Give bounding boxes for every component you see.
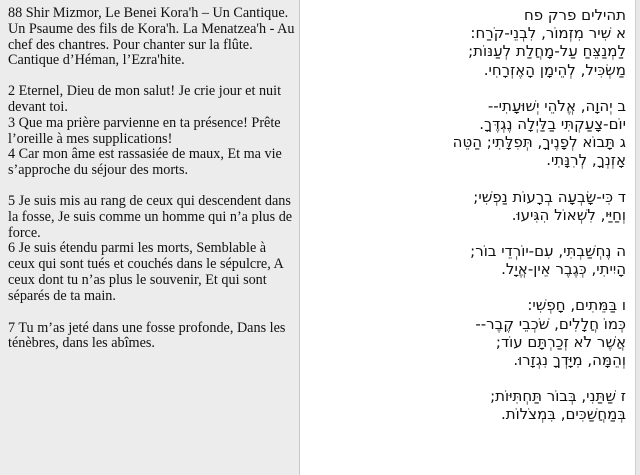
- hebrew-line: ב יְהוָה, אֱלֹהֵי יְשׁוּעָתִי--: [487, 96, 626, 115]
- french-verse-4: 4 Car mon âme est rassasiée de maux, Et ma vie s’approche du séjour des morts.: [8, 146, 282, 179]
- hebrew-line: לַמְנַצֵּחַ עַל-מָחֲלַת לְעַנּוֹת;: [468, 42, 626, 61]
- hebrew-verse-5: [306, 242, 626, 278]
- hebrew-verse-7: [306, 387, 626, 423]
- hebrew-line: אֲשֶׁר לֹא זְכַרְתָּם עוֹד;: [495, 332, 626, 351]
- french-verse-7: 7 Tu m’as jeté dans une fosse profonde, Dans les ténèbres, dans les abîmes.: [8, 319, 286, 352]
- hebrew-line: מַשְׂכִּיל, לְהֵימָן הָאֶזְרָחִי.: [483, 60, 626, 79]
- hebrew-line: כְּמוֹ חֲלָלִים, שֹׁכְבֵי קֶבֶר--: [475, 314, 626, 333]
- french-verse-3: 3 Que ma prière parvienne en ta présence! Prête l’oreille à mes supplications!: [8, 114, 281, 147]
- hebrew-line: ג תָּבוֹא לְפָנֶיךָ, תְּפִלָּתִי; הַטֵּה: [452, 133, 626, 152]
- french-translation-column: [0, 0, 300, 475]
- right-edge-bar: [635, 0, 640, 475]
- hebrew-verse-1: [306, 6, 626, 79]
- hebrew-line: וְחַיַּי, לִשְׁאוֹל הִגִּיעוּ.: [511, 205, 626, 224]
- french-verse-6: 6 Je suis étendu parmi les morts, Semblable à ceux qui sont tués et couchés dans le sépulcre, A ceux dont tu n’as plus le souvenir, Et qui sont séparés de ta main.: [8, 240, 284, 304]
- hebrew-line: ה נֶחְשַׁבְתִּי, עִם-יוֹרְדֵי בוֹר;: [470, 242, 626, 261]
- french-verse-1: 88 Shir Mizmor, Le Benei Kora'h – Un Cantique. Un Psaume des fils de Kora'h. La Menatzea'h - Au chef des chantres. Pour chanter sur la flûte. Cantique d’Héman, l’Ezra'hite.: [8, 5, 295, 69]
- hebrew-line: ו בַּמֵּתִים, חָפְשִׁי:: [527, 296, 626, 315]
- hebrew-text-column: [300, 0, 636, 475]
- hebrew-line: ז שַׁתַּנִי, בְּבוֹר תַּחְתִּיּוֹת;: [490, 387, 626, 406]
- hebrew-chapter-heading: תהילים פרק פח: [523, 6, 626, 24]
- hebrew-line: הָיִיתִי, כְּגֶבֶר אֵין-אֱיָל.: [501, 260, 626, 279]
- hebrew-line: א שִׁיר מִזְמוֹר, לִבְנֵי-קֹרַח:: [470, 24, 626, 43]
- hebrew-line: בְּמַחֲשַׁכִּים, בִּמְצֹלוֹת.: [500, 405, 626, 424]
- french-verse-5: 5 Je suis mis au rang de ceux qui descendent dans la fosse, Je suis comme un homme qui n’a plus de force.: [8, 192, 293, 241]
- hebrew-verse-2: [306, 97, 626, 133]
- hebrew-line: יוֹם-צָעַקְתִּי בַלַּיְלָה נֶגְדֶּךָ.: [479, 115, 626, 134]
- hebrew-line: וְהֵמָּה, מִיָּדְךָ נִגְזָרוּ.: [513, 351, 626, 370]
- french-verse-2: 2 Eternel, Dieu de mon salut! Je crie jour et nuit devant toi.: [8, 83, 282, 115]
- hebrew-line: ד כִּי-שָׂבְעָה בְרָעוֹת נַפְשִׁי;: [473, 187, 626, 206]
- hebrew-verse-3: [306, 133, 626, 169]
- hebrew-line: אָזְנְךָ, לְרִנָּתִי.: [546, 151, 626, 170]
- hebrew-verse-4: [306, 188, 626, 224]
- hebrew-verse-6: [306, 296, 626, 369]
